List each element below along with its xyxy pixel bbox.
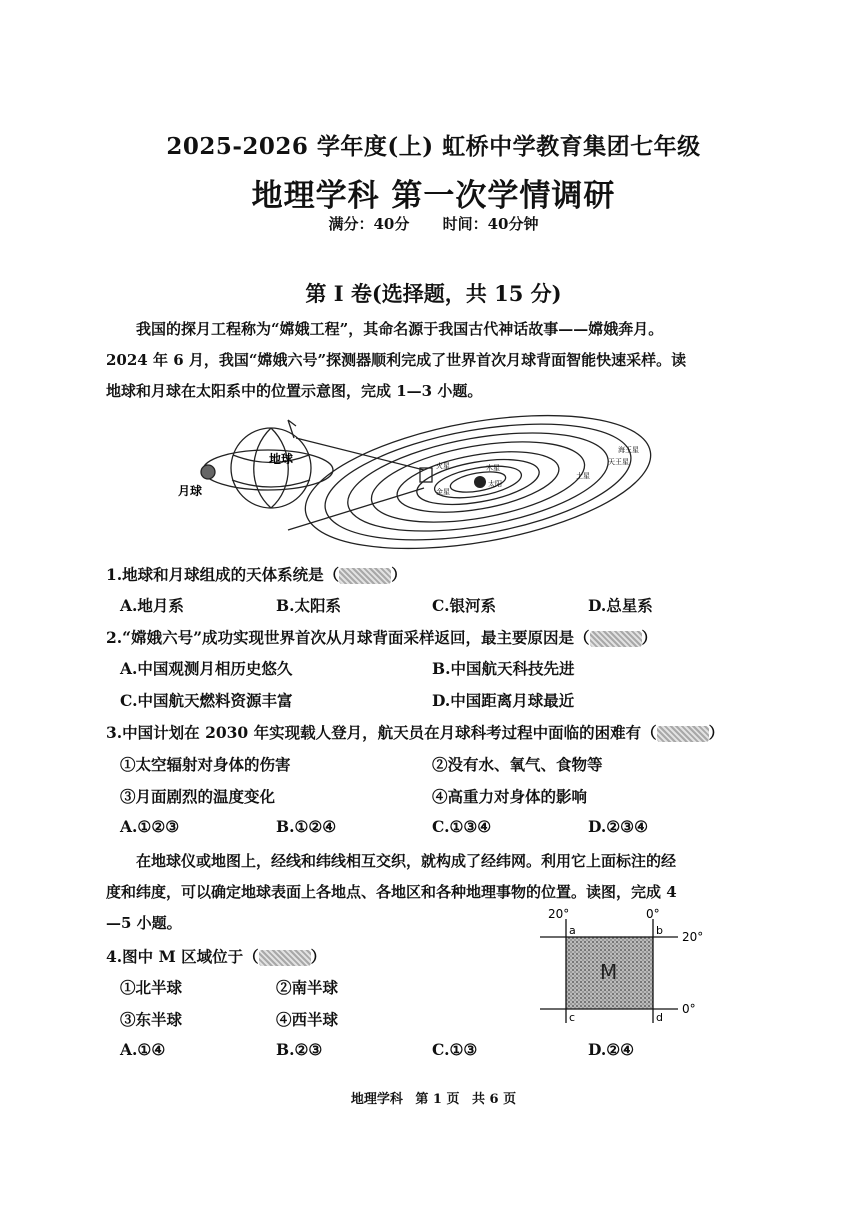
earth-meridian [254, 428, 271, 508]
question-2-close: ） [641, 628, 658, 647]
answer-blank-1 [339, 568, 391, 584]
passage-2-line3: —5 小题。 [106, 914, 182, 932]
q3-item-4: ④高重力对身体的影响 [432, 787, 588, 806]
saturn-label: 土星 [576, 472, 590, 480]
question-3-stem: 3.中国计划在 2030 年实现载人登月，航天员在月球科考过程中面临的困难有（ [106, 723, 657, 742]
exam-meta [0, 213, 867, 234]
footer-subject: 地理学科 [350, 1092, 403, 1107]
solar-system-figure [168, 410, 668, 560]
region-m-label: M [600, 960, 618, 984]
question-2-stem: 2.“嫦娥六号”成功实现世界首次从月球背面采样返回，最主要原因是（ [106, 628, 590, 647]
question-4-close: ） [310, 947, 327, 966]
lon-label-left: 20° [548, 907, 570, 921]
zoom-line-top [296, 438, 424, 470]
q3-option-c: C.①③④ [432, 817, 492, 836]
mars-label: 火星 [436, 462, 450, 470]
q3-item-1: ①太空辐射对身体的伤害 [120, 755, 291, 774]
exam-title: 地理学科 第一次学情调研 [251, 178, 616, 214]
question-4 [106, 945, 326, 967]
passage-2-line2: 度和纬度，可以确定地球表面上各地点、各地区和各种地理事物的位置。读图，完成 4 [106, 883, 677, 901]
passage-1-line1: 我国的探月工程称为“嫦娥工程”，其命名源于我国古代神话故事——嫦娥奔月。 [136, 320, 664, 338]
question-3 [106, 721, 724, 743]
corner-a: a [569, 924, 576, 937]
lon-label-right: 0° [646, 907, 660, 921]
moon-orbit [203, 450, 333, 490]
q4-item-3: ③东半球 [120, 1010, 183, 1029]
section-title: 第 I 卷(选择题，共 15 分) [305, 281, 562, 306]
earth-label: 地球 [269, 452, 294, 466]
earth-parallel-2 [232, 480, 310, 487]
earth-globe [231, 428, 311, 508]
question-1-close: ） [391, 565, 407, 584]
q3-option-b: B.①②④ [276, 817, 337, 836]
lat-long-grid-figure [520, 905, 710, 1030]
q2-option-a: A.中国观测月相历史悠久 [120, 659, 293, 678]
passage-1 [106, 314, 742, 407]
corner-c: c [569, 1011, 576, 1024]
sun [474, 476, 486, 488]
q1-option-c: C.银河系 [432, 596, 496, 615]
q3-item-2: ②没有水、氧气、食物等 [432, 755, 603, 774]
q2-option-d: D.中国距离月球最近 [432, 691, 575, 710]
q4-item-1: ①北半球 [120, 978, 183, 997]
venus-label: 金星 [436, 488, 450, 496]
sun-label: 太阳 [488, 480, 502, 488]
q4-option-d: D.②④ [588, 1040, 635, 1059]
moon-label: 月球 [178, 484, 203, 498]
answer-blank-4 [259, 950, 311, 966]
q1-option-a: A.地月系 [120, 596, 184, 615]
passage-2-line1: 在地球仪或地图上，经线和纬线相互交织，就构成了经纬网。利用它上面标注的经 [136, 852, 677, 870]
question-2 [106, 626, 657, 648]
exam-time: 时间：40分钟 [442, 215, 539, 233]
jupiter-label: 木星 [486, 464, 500, 472]
question-1 [106, 563, 407, 585]
uranus-label: 天王星 [608, 458, 629, 466]
q3-option-d: D.②③④ [588, 817, 648, 836]
corner-d: d [656, 1011, 663, 1024]
zoom-line-bottom [288, 488, 424, 530]
q3-item-3: ③月面剧烈的温度变化 [120, 787, 276, 806]
q1-option-b: B.太阳系 [276, 596, 341, 615]
corner-b: b [656, 924, 663, 937]
question-4-stem: 4.图中 M 区域位于（ [106, 947, 259, 966]
lat-label-top: 20° [682, 930, 704, 944]
answer-blank-3 [657, 726, 709, 742]
page-footer [0, 1088, 867, 1107]
q4-item-2: ②南半球 [276, 978, 339, 997]
passage-1-line2: 2024 年 6 月，我国“嫦娥六号”探测器顺利完成了世界首次月球背面智能快速采样。读 [106, 351, 687, 369]
header-line1: 2025-2026 学年度(上) 虹桥中学教育集团七年级 [166, 133, 701, 160]
lat-label-bottom: 0° [682, 1002, 696, 1016]
q4-option-b: B.②③ [276, 1040, 323, 1059]
neptune-label: 海王星 [618, 446, 639, 454]
footer-total: 共 6 页 [472, 1092, 517, 1107]
question-3-close: ） [708, 723, 725, 742]
question-1-stem: 1.地球和月球组成的天体系统是（ [106, 565, 340, 584]
q2-option-c: C.中国航天燃料资源丰富 [120, 691, 293, 710]
q4-option-c: C.①③ [432, 1040, 478, 1059]
footer-page: 第 1 页 [415, 1092, 460, 1107]
q4-item-4: ④西半球 [276, 1010, 339, 1029]
q4-option-a: A.①④ [120, 1040, 166, 1059]
answer-blank-2 [590, 631, 642, 647]
q3-option-a: A.①②③ [120, 817, 180, 836]
q2-option-b: B.中国航天科技先进 [432, 659, 575, 678]
moon [201, 465, 215, 479]
q1-option-d: D.总星系 [588, 596, 653, 615]
passage-1-line3: 地球和月球在太阳系中的位置示意图，完成 1—3 小题。 [106, 382, 483, 400]
earth-meridian-2 [271, 428, 288, 508]
full-score: 满分：40分 [328, 215, 410, 233]
